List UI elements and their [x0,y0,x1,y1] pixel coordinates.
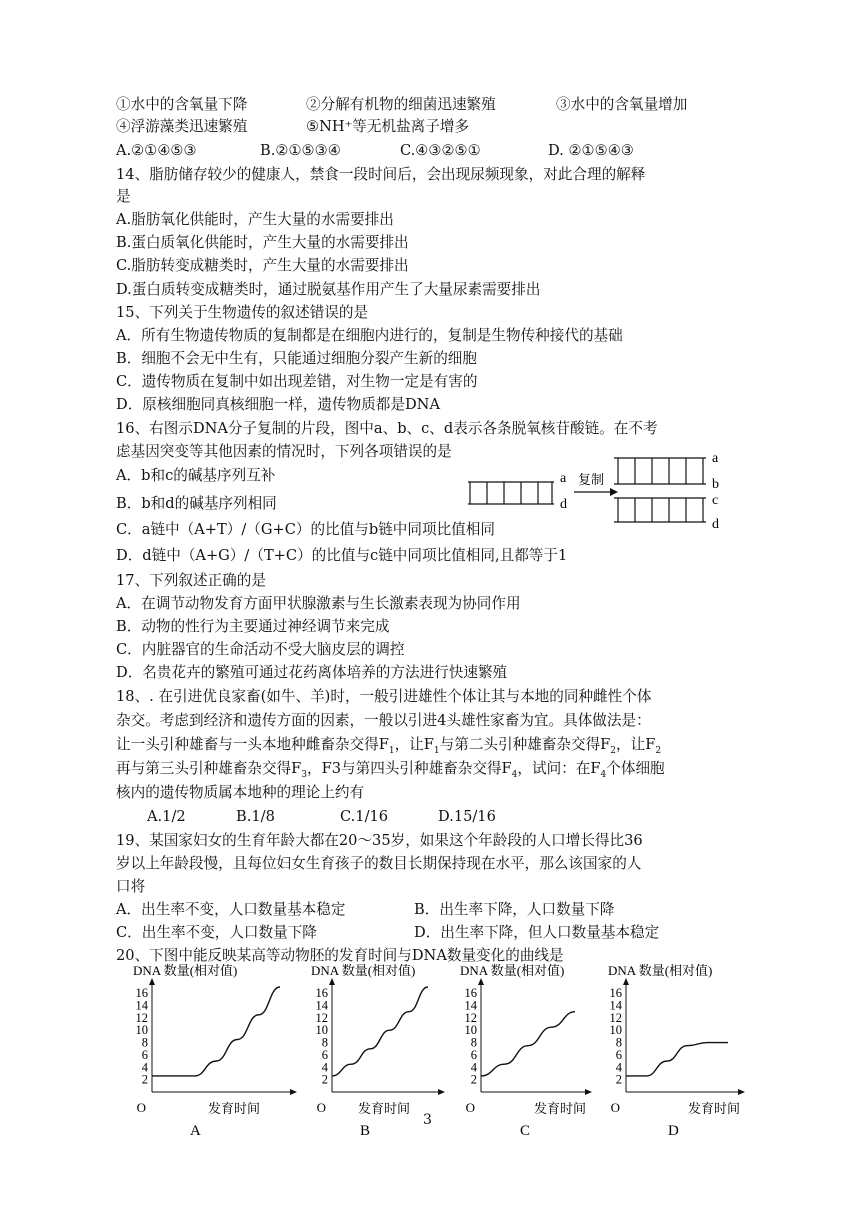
y-axis-arrow-c [478,978,484,985]
q18-line-2: 杂交。考虑到经济和遗传方面的因素，一般以引进4头雄性家畜为宜。具体做法是： [116,712,651,729]
q16-option-d: D．d链中（A+G）/（T+C）的比值与c链中同项比值相同,且都等于1 [116,547,568,564]
y-axis-arrow-a [149,978,155,985]
x-axis-arrow-b [438,1089,445,1095]
q19-stem-1: 19、某国家妇女的生育年龄大都在20～35岁，如果这个年龄段的人口增长得比36 [116,832,643,849]
q15-option-d: D．原核细胞同真核细胞一样，遗传物质都是DNA [116,396,440,413]
y-tick-d-10: 10 [609,1023,622,1038]
right-label-c: c [712,493,719,508]
y-tick-d-16: 16 [609,986,622,1001]
y-tick-a-14: 14 [135,998,148,1013]
q19-option-b: B．出生率下降，人口数量下降 [414,901,615,918]
replication-arrow-icon [574,488,618,496]
y-tick-c-8: 8 [470,1035,477,1050]
q18-line3-text-3: 与第二头引种雄畜杂交得F [439,736,611,753]
y-tick-a-12: 12 [135,1010,148,1025]
q13-option-c: C.④③②⑤① [400,142,481,159]
q16-stem-1: 16、右图示DNA分子复制的片段，图中a、b、c、d表示各条脱氧核苷酸链。在不考 [116,420,658,437]
q13-option-a: A.②①④⑤③ [116,142,197,159]
right-label-a: a [712,451,719,466]
y-tick-b-2: 2 [321,1072,328,1087]
y-tick-c-6: 6 [470,1047,477,1062]
dna-replication-figure [462,450,732,536]
origin-label-b: O [316,1100,326,1115]
q13-item-1: ①水中的含氧量下降 [116,96,248,113]
x-axis-label-b: 发育时间 [358,1101,411,1116]
y-tick-a-10: 10 [135,1023,148,1038]
panel-label-c: C [520,1123,531,1139]
replication-arrow-label: 复制 [578,472,605,487]
y-tick-c-10: 10 [464,1023,477,1038]
q18-line-1: 18、. 在引进优良家畜(如牛、羊)时，一般引进雄性个体让其与本地的同种雌性个体 [116,688,652,705]
q18-line4-text-2: ，F3与第四头引种雄畜杂交得F [307,760,512,777]
y-tick-b-12: 12 [315,1010,328,1025]
origin-label-d: O [610,1100,620,1115]
q17-option-b: B．动物的性行为主要通过神经调节来完成 [116,618,390,635]
y-tick-d-8: 8 [615,1035,622,1050]
y-tick-c-16: 16 [464,986,477,1001]
q19-stem-3: 口将 [116,878,146,895]
q13-item-4: ④浮游藻类迅速繁殖 [116,118,248,135]
q18-line4-text-3: ，试问：在F [517,760,601,777]
x-axis-label-c: 发育时间 [534,1101,587,1116]
q19-option-c: C．出生率不变，人口数量下降 [116,924,317,941]
q15-option-c: C．遗传物质在复制中如出现差错，对生物一定是有害的 [116,373,478,390]
y-tick-d-14: 14 [609,998,622,1013]
left-label-d: d [560,497,567,512]
dna-curve-a [152,987,280,1076]
q18-sub-f4b: 4 [600,769,607,780]
q19-option-a: A．出生率不变，人口数量基本稳定 [116,901,346,918]
q13-item-3: ③水中的含氧量增加 [556,96,688,113]
panel-label-d: D [668,1123,679,1139]
y-tick-b-8: 8 [321,1035,328,1050]
y-tick-b-10: 10 [315,1023,328,1038]
q16-option-b: B．b和d的碱基序列相同 [116,495,277,512]
y-tick-d-4: 4 [615,1060,622,1075]
q13-option-d: D. ②①⑤④③ [548,142,634,159]
x-axis-arrow-c [585,1089,592,1095]
q15-option-a: A．所有生物遗传物质的复制都是在细胞内进行的，复制是生物传种接代的基础 [116,327,623,344]
origin-label-c: O [465,1100,475,1115]
q18-option-c: C.1/16 [340,808,389,825]
y-tick-c-4: 4 [470,1060,477,1075]
q13-item-5: ⑤NH⁺等无机盐离子增多 [306,118,470,135]
q15-stem: 15、下列关于生物遗传的叙述错误的是 [116,304,369,321]
q18-sub-f1: 1 [388,745,395,756]
y-tick-a-2: 2 [141,1072,148,1087]
panel-label-a: A [190,1123,201,1139]
q17-stem: 17、下列叙述正确的是 [116,572,266,589]
q18-option-b: B.1/8 [236,808,275,825]
y-axis-label-c: DNA 数量(相对值) [460,963,565,978]
y-axis-arrow-d [623,978,629,985]
y-tick-a-6: 6 [141,1047,148,1062]
q16-option-c: C．a链中（A+T）/（G+C）的比值与b链中同项比值相同 [116,521,495,538]
q18-line4-text-1: 再与第三头引种雄畜杂交得F [116,760,302,777]
q13-item-2: ②分解有机物的细菌迅速繁殖 [306,96,496,113]
y-tick-c-12: 12 [464,1010,477,1025]
q14-option-d: D.蛋白质转变成糖类时，通过脱氨基作用产生了大量尿素需要排出 [116,281,541,298]
q14-option-b: B.蛋白质氧化供能时，产生大量的水需要排出 [116,234,409,251]
right-label-b: b [712,477,719,492]
q14-stem-1: 14、脂肪储存较少的健康人，禁食一段时间后，会出现尿频现象，对此合理的解释 [116,166,646,183]
x-axis-arrow-d [738,1089,745,1095]
x-axis-label-d: 发育时间 [688,1101,741,1116]
q14-stem-2: 是 [116,188,131,205]
y-tick-d-2: 2 [615,1072,622,1087]
q14-option-a: A.脂肪氧化供能时，产生大量的水需要排出 [116,211,394,228]
panel-label-b: B [360,1123,371,1139]
q19-stem-2: 岁以上年龄段慢，且每位妇女生育孩子的数目长期保持现在水平，那么该国家的人 [116,855,642,872]
q18-option-d: D.15/16 [438,808,496,825]
left-label-a: a [560,471,567,486]
y-tick-a-8: 8 [141,1035,148,1050]
q17-option-d: D．名贵花卉的繁殖可通过花药离体培养的方法进行快速繁殖 [116,664,508,681]
parent-dna-strand [468,482,554,504]
q18-option-a: A.1/2 [147,808,186,825]
y-tick-b-4: 4 [321,1060,328,1075]
q18-line3-text-2: ，让F [394,736,434,753]
origin-label-a: O [136,1100,146,1115]
q18-sub-f3: 3 [301,769,307,780]
right-label-d: d [712,517,719,532]
y-axis-label-b: DNA 数量(相对值) [311,963,416,978]
y-tick-b-16: 16 [315,986,328,1001]
q15-option-b: B．细胞不会无中生有，只能通过细胞分裂产生新的细胞 [116,350,477,367]
page-number: 3 [423,1112,432,1128]
y-axis-label-a: DNA 数量(相对值) [133,963,238,978]
q18-sub-f2b: 2 [655,745,662,756]
q18-line-5: 核内的遗传物质属本地种的理论上约有 [116,784,365,801]
q16-option-a: A．b和c的碱基序列互补 [116,467,276,484]
x-axis-label-a: 发育时间 [208,1101,261,1116]
q20-stem: 20、下图中能反映某高等动物胚的发育时间与DNA数量变化的曲线是 [116,947,564,964]
y-tick-d-12: 12 [609,1010,622,1025]
y-tick-a-16: 16 [135,986,148,1001]
x-axis-arrow-a [290,1089,297,1095]
q17-option-a: A．在调节动物发育方面甲状腺激素与生长激素表现为协同作用 [116,595,521,612]
q18-line3-text-4: ，让F [616,736,656,753]
q13-option-b: B.②①⑤③④ [260,142,341,159]
y-tick-b-6: 6 [321,1047,328,1062]
q18-sub-f1b: 1 [433,745,440,756]
dna-curve-d [626,1043,728,1076]
y-tick-c-14: 14 [464,998,477,1013]
daughter-dna-upper [614,458,706,484]
q17-option-c: C．内脏器官的生命活动不受大脑皮层的调控 [116,641,405,658]
y-axis-arrow-b [329,978,335,985]
q18-line3-text-1: 让一头引种雄畜与一头本地种雌畜杂交得F [116,736,389,753]
q18-sub-f4: 4 [511,769,518,780]
q14-option-c: C.脂肪转变成糖类时，产生大量的水需要排出 [116,257,409,274]
q18-sub-f2: 2 [610,745,617,756]
y-tick-a-4: 4 [141,1060,148,1075]
q18-line4-text-4: 个体细胞 [606,760,665,777]
q16-stem-2: 虑基因突变等其他因素的情况时，下列各项错误的是 [116,443,452,460]
dna-curve-c [481,1012,575,1076]
y-tick-d-6: 6 [615,1047,622,1062]
daughter-dna-lower [614,498,706,522]
y-tick-c-2: 2 [470,1072,477,1087]
y-axis-label-d: DNA 数量(相对值) [608,963,713,978]
dna-curve-b [332,987,428,1076]
q19-option-d: D．出生率下降，但人口数量基本稳定 [414,924,660,941]
y-tick-b-14: 14 [315,998,328,1013]
